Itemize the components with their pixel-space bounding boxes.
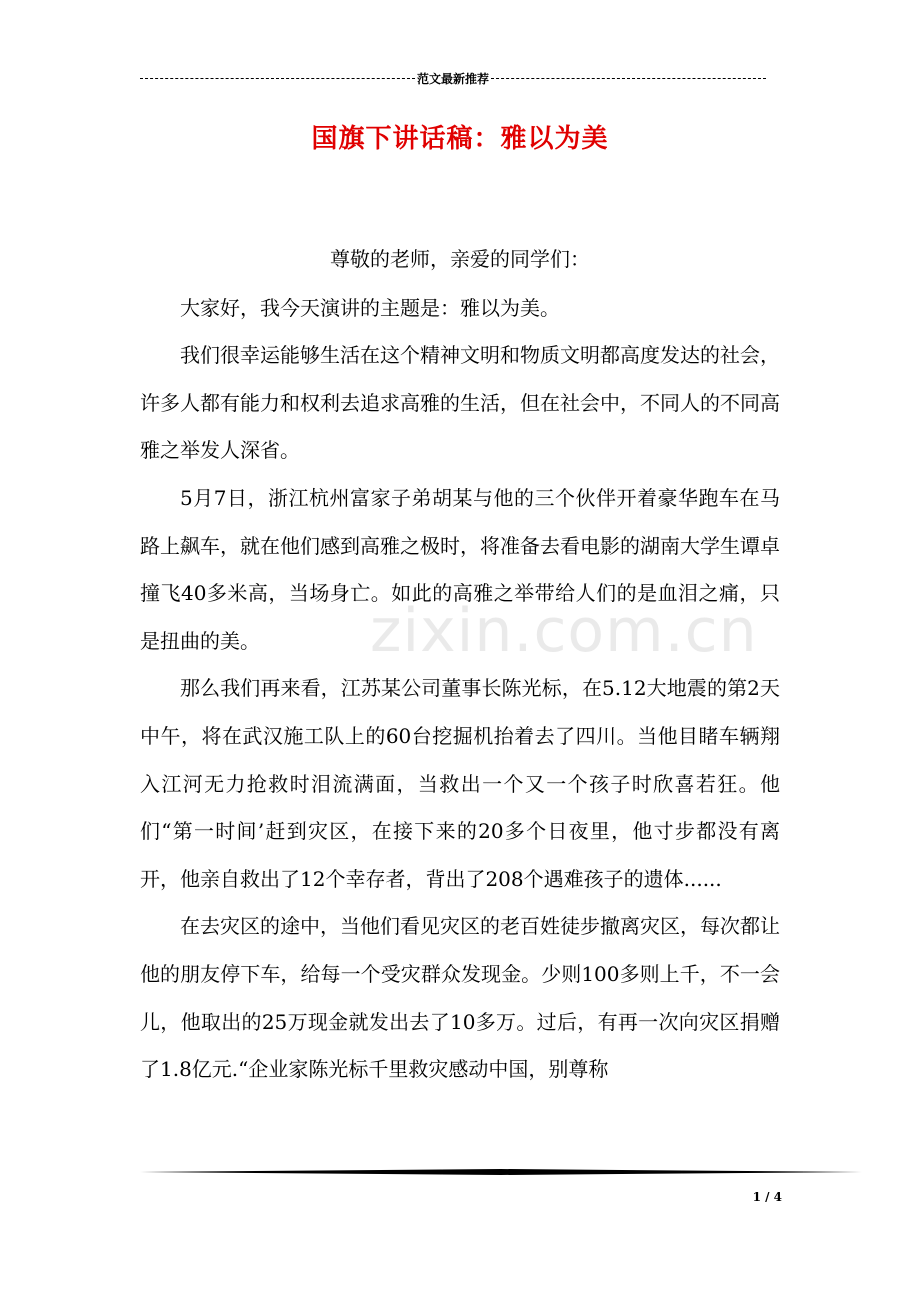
paragraph: 大家好，我今天演讲的主题是：雅以为美。 — [180, 295, 560, 320]
page-number: 1 / 4 — [752, 1190, 782, 1204]
paragraph: 那么我们再来看，江苏某公司董事长陈光标，在5.12大地震的第2天中午，将在武汉施工队上的60台挖掘机抬着去了四川。当他目睹车辆翔入江河无力抢救时泪流满面，当救出一个又一个孩子时欣喜若狂。他们“第一时间’赶到灾区，在接下来的20多个日夜里，他寸步都没有离开，他亲自救出了12个幸存者，背出了208个遇难孩子的遗体...... — [140, 676, 780, 891]
page-header — [140, 70, 766, 86]
watermark: zixin.com.cn — [370, 596, 758, 666]
header-dashes-left — [140, 78, 415, 79]
paragraph: 我们很幸运能够生活在这个精神文明和物质文明都高度发达的社会，许多人都有能力和权利去追求高雅的生活，但在社会中，不同人的不同高雅之举发人深省。 — [140, 343, 780, 463]
header-label: 范文最新推荐 — [417, 71, 490, 86]
document-title: 国旗下讲话稿：雅以为美 — [311, 124, 609, 154]
header-dashes-right — [491, 78, 766, 79]
salutation: 尊敬的老师，亲爱的同学们： — [330, 247, 590, 271]
paragraph: 5月7日，浙江杭州富家子弟胡某与他的三个伙伴开着豪华跑车在马路上飙车，就在他们感到高雅之极时，将准备去看电影的湖南大学生谭卓撞飞40多米高，当场身亡。如此的高雅之举带给人们的是血泪之痛，只是扭曲的美。 — [140, 485, 780, 653]
document-body — [140, 236, 780, 1094]
footer-rule — [140, 1168, 862, 1176]
paragraph: 在去灾区的途中，当他们看见灾区的老百姓徒步撤离灾区，每次都让他的朋友停下车，给每一个受灾群众发现金。少则100多则上千，不一会儿，他取出的25万现金就发出去了10多万。过后，有再一次向灾区捐赠了1.8亿元.“企业家陈光标千里救灾感动中国，别尊称 — [140, 914, 780, 1082]
